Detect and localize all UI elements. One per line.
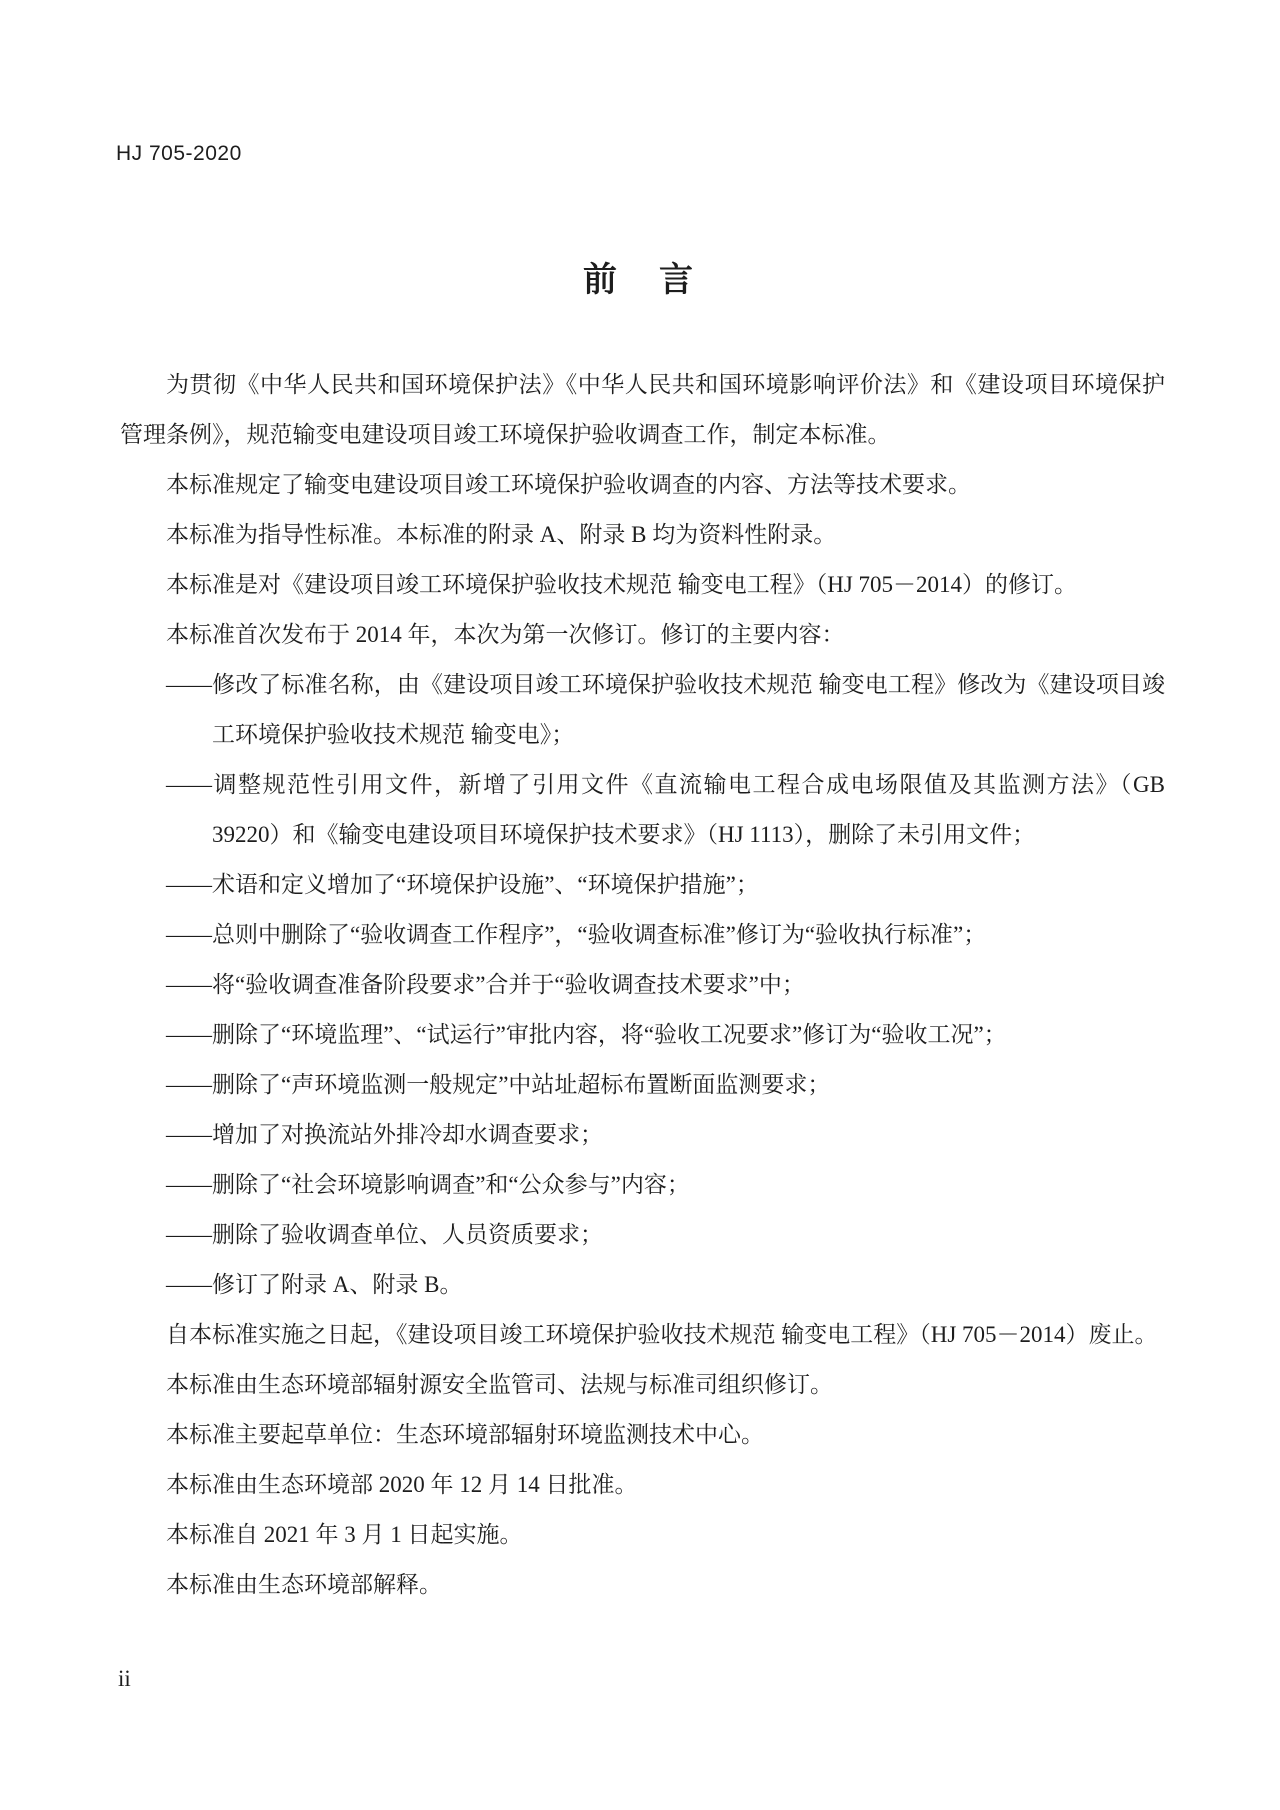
paragraph: 本标准由生态环境部 2020 年 12 月 14 日批准。 bbox=[166, 1472, 638, 1497]
revision-list-item: ——修订了附录 A、附录 B。 bbox=[166, 1272, 463, 1297]
revision-list-item: ——删除了“环境监理”、“试运行”审批内容，将“验收工况要求”修订为“验收工况”； bbox=[166, 1022, 1007, 1047]
paragraph: 本标准自 2021 年 3 月 1 日起实施。 bbox=[166, 1522, 523, 1547]
paragraph: 本标准规定了输变电建设项目竣工环境保护验收调查的内容、方法等技术要求。 bbox=[166, 472, 971, 497]
document-body bbox=[120, 360, 1165, 1610]
revision-list-item: ——修改了标准名称，由《建设项目竣工环境保护验收技术规范 输变电工程》修改为《建设项目竣工环境保护验收技术规范 输变电》； bbox=[166, 672, 1165, 747]
standard-number: HJ 705-2020 bbox=[116, 142, 242, 165]
revision-list-item: ——删除了“社会环境影响调查”和“公众参与”内容； bbox=[166, 1172, 690, 1197]
paragraph: 为贯彻《中华人民共和国环境保护法》《中华人民共和国环境影响评价法》和《建设项目环境保护管理条例》，规范输变电建设项目竣工环境保护验收调查工作，制定本标准。 bbox=[120, 372, 1165, 447]
paragraph: 本标准主要起草单位：生态环境部辐射环境监测技术中心。 bbox=[166, 1422, 764, 1447]
paragraph: 自本标准实施之日起，《建设项目竣工环境保护验收技术规范 输变电工程》（HJ 705－2014）废止。 bbox=[166, 1322, 1158, 1347]
paragraph: 本标准首次发布于 2014 年，本次为第一次修订。修订的主要内容： bbox=[166, 622, 845, 647]
revision-list-item: ——总则中删除了“验收调查工作程序”，“验收调查标准”修订为“验收执行标准”； bbox=[166, 922, 987, 947]
revision-list-item: ——删除了验收调查单位、人员资质要求； bbox=[166, 1222, 603, 1247]
paragraph: 本标准由生态环境部解释。 bbox=[166, 1572, 442, 1597]
paragraph: 本标准是对《建设项目竣工环境保护验收技术规范 输变电工程》（HJ 705－2014）的修订。 bbox=[166, 572, 1078, 597]
paragraph: 本标准由生态环境部辐射源安全监管司、法规与标准司组织修订。 bbox=[166, 1372, 833, 1397]
revision-list-item: ——调整规范性引用文件，新增了引用文件《直流输电工程合成电场限值及其监测方法》（GB 39220）和《输变电建设项目环境保护技术要求》（HJ 1113），删除了未引用文件； bbox=[166, 772, 1165, 847]
revision-list-item: ——术语和定义增加了“环境保护设施”、“环境保护措施”； bbox=[166, 872, 759, 897]
revision-list-item: ——删除了“声环境监测一般规定”中站址超标布置断面监测要求； bbox=[166, 1072, 831, 1097]
paragraph: 本标准为指导性标准。本标准的附录 A、附录 B 均为资料性附录。 bbox=[166, 522, 837, 547]
revision-list-item: ——增加了对换流站外排冷却水调查要求； bbox=[166, 1122, 603, 1147]
page-number: ii bbox=[118, 1666, 131, 1691]
page-title: 前 言 bbox=[583, 261, 697, 299]
revision-list-item: ——将“验收调查准备阶段要求”合并于“验收调查技术要求”中； bbox=[166, 972, 805, 997]
